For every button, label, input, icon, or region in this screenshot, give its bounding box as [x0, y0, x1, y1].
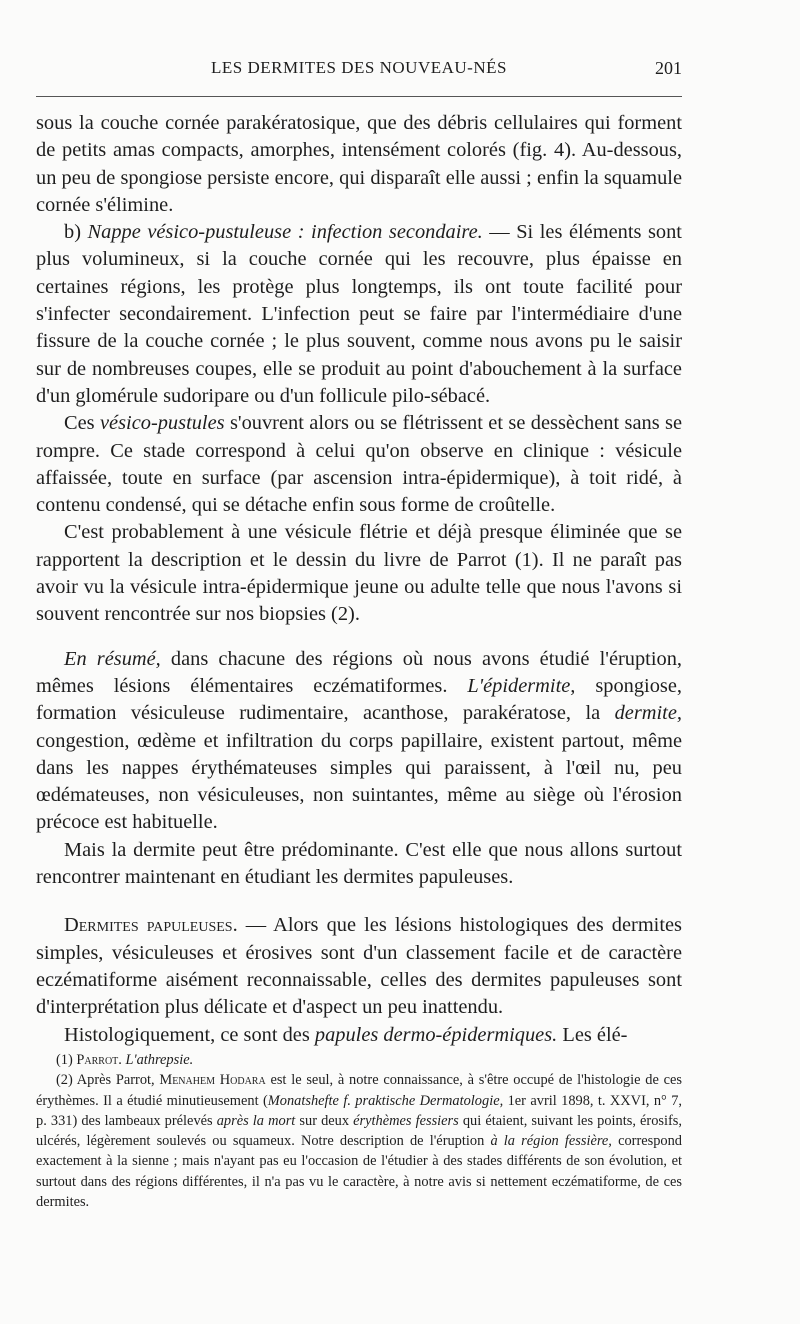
paragraph-5-italic-2: L'épidermite,	[467, 674, 576, 697]
paragraph-5-italic-1: En résumé,	[64, 647, 161, 670]
header-rule	[36, 96, 682, 97]
paragraph-2	[36, 219, 682, 410]
page-number: 201	[655, 58, 682, 78]
paragraph-5-text-1: dans chacune des régions où nous avons étudié l'éruption, mêmes lésions élémentaires eczématiformes.	[36, 647, 682, 697]
footnote-2-text-2: est le seul, à notre connaissance, à s'être occupé de l'histologie de ces érythèmes. Il a étudié minutieusement (	[36, 1072, 682, 1109]
paragraph-5	[36, 646, 682, 837]
footnote-2-italic-2: érythèmes fessiers	[353, 1112, 459, 1129]
paragraph-3-pre: Ces	[64, 412, 100, 435]
paragraph-1: sous la couche cornée parakératosique, que des débris cellulaires qui forment de petits amas compacts, amorphes, intensément colorés (fig. 4). Au-dessous, un peu de spongiose persiste encore, qui disparaît elle aussi ; enfin la squamule cornée s'élimine.	[36, 112, 682, 216]
paragraph-4: C'est probablement à une vésicule flétrie et déjà presque éliminée que se rapportent la description et le dessin du livre de Parrot (1). Il ne paraît pas avoir vu la vésicule intra-épidermique jeune ou adulte telle que nous l'avons si souvent rencontrée sur nos biopsies (2).	[36, 521, 682, 626]
footnote-2-text-3: 1er avril 1898, t. XXVI, n° 7, p. 331) des lambeaux prélevés	[36, 1092, 682, 1129]
paragraph-2-text: — Si les éléments sont plus volumineux, si la couche cornée qui les recouvre, plus épaisse en certaines régions, les protège plus longtemps, ils ont toute facilité pour s'infecter secondairement. L'infection peut se faire par l'intermédiaire d'une fissure de la couche cornée ; le plus souvent, comme nous avons pu le saisir sur de nombreuses coupes, elle se produit au point d'abouchement à la surface d'un glomérule sudoripare ou d'un follicule pilo-sébacé.	[36, 221, 682, 407]
paragraph-8-pre: Histologiquement, ce sont des	[64, 1023, 315, 1046]
paragraph-6: Mais la dermite peut être prédominante. C'est elle que nous allons surtout rencontrer maintenant en étudiant les dermites papuleuses.	[36, 838, 682, 889]
footnote-2-mark: (2)	[56, 1072, 73, 1089]
footnote-1-mark: (1)	[56, 1052, 73, 1068]
paragraph-5-text-2: spongiose, formation vésiculeuse rudimentaire, acanthose, parakératose, la	[36, 674, 682, 725]
paragraph-5-italic-3: dermite,	[614, 702, 682, 725]
paragraph-8-post: Les élé-	[557, 1023, 628, 1046]
body-text	[36, 110, 682, 1049]
paragraph-7-text: — Alors que les lésions histologiques des dermites simples, vésiculeuses et érosives sont d'un classement facile et de caractère eczématiforme aisément reconnaissable, celles des dermites papuleuses sont d'interprétation plus délicate et d'aspect un peu inattendu.	[36, 914, 682, 1019]
paragraph-3	[36, 410, 682, 519]
paragraph-5-text-3: congestion, œdème et infiltration du corps papillaire, existent partout, même dans les nappes érythémateuses simples qui paraissent, à l'œil nu, peu œdémateuses, non vésiculeuses, non suintantes, même au siège où l'érosion précoce est habituelle.	[36, 729, 682, 834]
footnote-1-author: Parrot.	[76, 1052, 122, 1068]
paragraph-8	[36, 1022, 682, 1049]
footnote-2-text-5: qui étaient, suivant les points, érosifs, ulcérés, légèrement soulevés ou squameux. Notre description de l'éruption	[36, 1112, 682, 1150]
footnote-2-text-6: correspond exactement à la sienne ; mais n'ayant pas eu l'occasion de l'étudier à des stades différents de son évolution, et surtout dans des régions différentes, il n'a pas vu le caractère, à notre avis si nettement eczématiforme, de ces dermites.	[36, 1133, 682, 1211]
paragraph-3-post: s'ouvrent alors ou se flétrissent et se dessèchent sans se rompre. Ce stade correspond à celui qu'on observe en clinique : vésicule affaissée, toute en surface (par ascension intra-épidermique), à toit ridé, à contenu condensé, qui se détache enfin sous forme de croûtelle.	[36, 412, 683, 517]
footnote-1-title: L'athrepsie.	[125, 1052, 194, 1068]
paragraph-7	[36, 912, 682, 1021]
footnote-2-text-1: Après Parrot,	[76, 1072, 160, 1089]
footnote-2-italic-3: à la région fessière,	[490, 1133, 612, 1150]
footnote-2-italic-1: après la mort	[216, 1112, 296, 1129]
section-heading: Dermites papuleuses.	[64, 914, 238, 937]
page-header	[36, 58, 682, 88]
paragraph-3-italic: vésico-pustules	[100, 412, 225, 435]
footnote-2-author: Menahem Hodara	[159, 1072, 266, 1089]
footnotes	[36, 1050, 682, 1212]
section-title: Nappe vésico-pustuleuse : infection secondaire.	[87, 221, 483, 244]
footnote-2	[36, 1070, 682, 1212]
footnote-2-journal: Monatshefte f. praktische Dermatologie,	[267, 1092, 504, 1109]
footnote-2-text-4: sur deux	[295, 1112, 354, 1129]
running-title: LES DERMITES DES NOUVEAU-NÉS	[211, 58, 507, 77]
paragraph-8-italic: papules dermo-épidermiques.	[314, 1023, 558, 1046]
footnote-1	[36, 1050, 682, 1070]
section-label: b)	[64, 221, 81, 244]
